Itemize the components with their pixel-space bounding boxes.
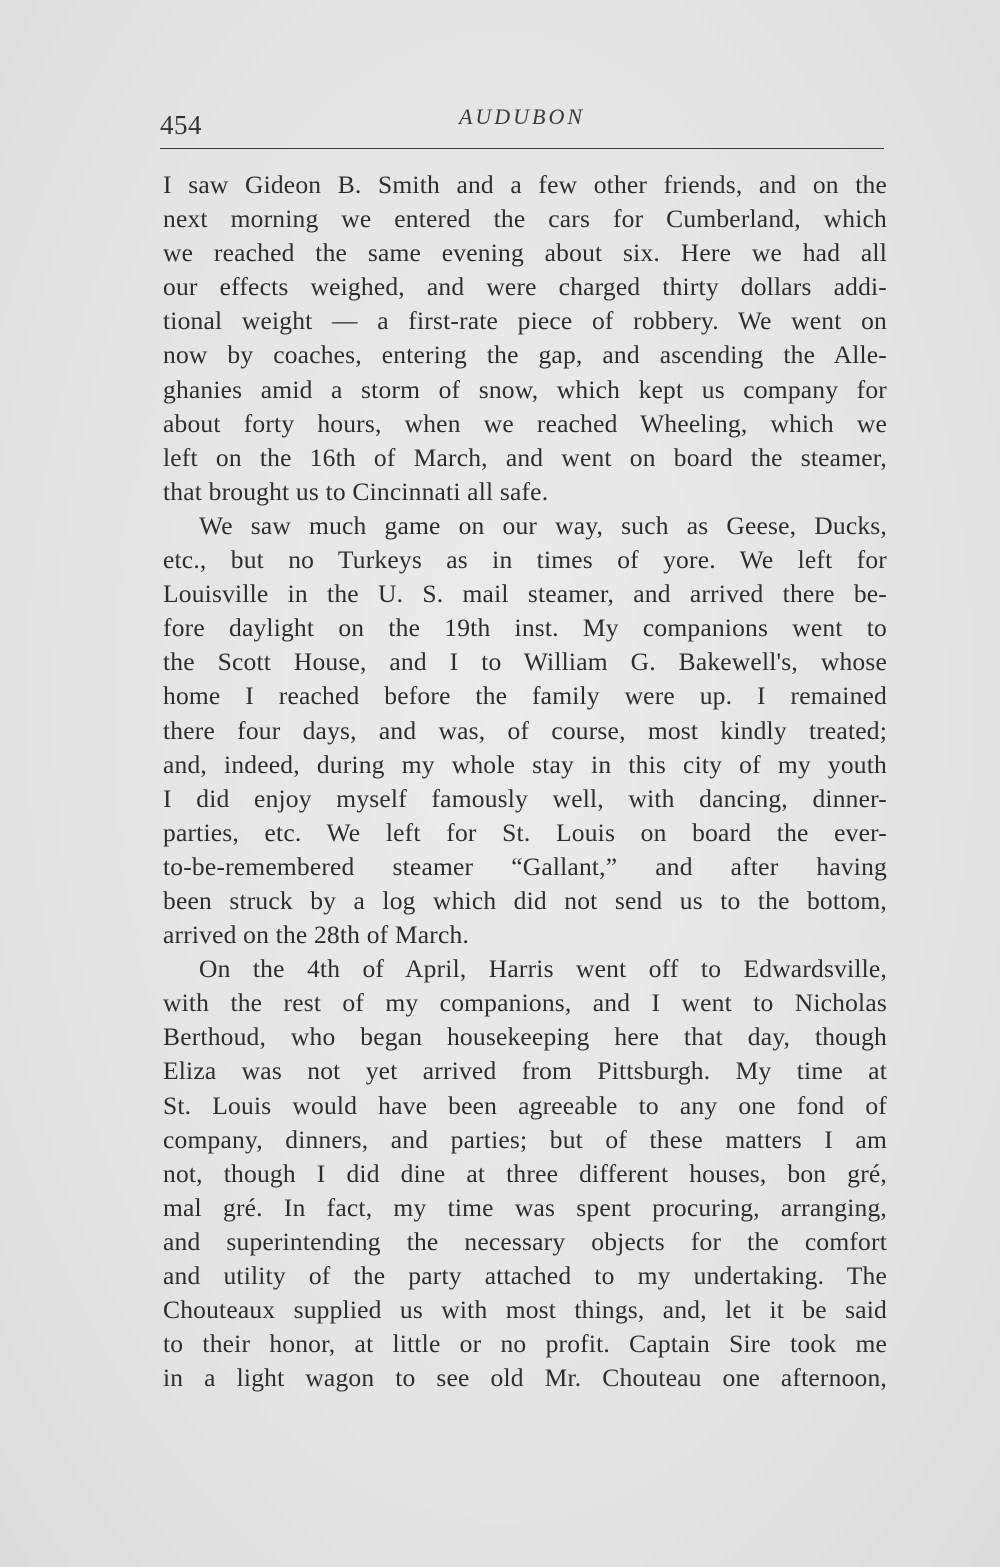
text-line: ghanies amid a storm of snow, which kept us company for: [163, 374, 887, 404]
text-line: tional weight — a first-rate piece of robbery. We went on: [163, 306, 887, 336]
text-line: mal gré. In fact, my time was spent procuring, arranging,: [163, 1192, 887, 1222]
page-number: 454: [160, 110, 202, 140]
text-line: the Scott House, and I to William G. Bakewell's, whose: [163, 647, 887, 677]
text-line: been struck by a log which did not send us to the bottom,: [163, 885, 887, 915]
text-line: parties, etc. We left for St. Louis on board the ever-: [163, 817, 887, 847]
text-line: to their honor, at little or no profit. Captain Sire took me: [163, 1329, 887, 1359]
text-line: Louisville in the U. S. mail steamer, and arrived there be-: [163, 579, 887, 609]
text-line: Chouteaux supplied us with most things, and, let it be said: [163, 1295, 887, 1325]
text-line: home I reached before the family were up. I remained: [163, 681, 887, 711]
text-line: I did enjoy myself famously well, with dancing, dinner-: [163, 783, 887, 813]
page-header: [160, 104, 884, 149]
text-line: fore daylight on the 19th inst. My companions went to: [163, 613, 887, 643]
running-title: AUDUBON: [458, 104, 586, 129]
text-line: and utility of the party attached to my undertaking. The: [163, 1261, 887, 1290]
text-line: etc., but no Turkeys as in times of yore. We left for: [163, 545, 887, 575]
text-line: to-be-remembered steamer “Gallant,” and after having: [163, 851, 887, 881]
text-line: that brought us to Cincinnati all safe.: [163, 476, 549, 506]
text-line: next morning we entered the cars for Cumberland, which: [163, 204, 887, 234]
text-line: and superintending the necessary objects for the comfort: [163, 1226, 887, 1256]
text-line: now by coaches, entering the gap, and ascending the Alle-: [163, 340, 887, 370]
text-line: left on the 16th of March, and went on board the steamer,: [163, 442, 887, 472]
text-line: On the 4th of April, Harris went off to Edwardsville,: [199, 954, 887, 984]
text-line: our effects weighed, and were charged thirty dollars addi-: [163, 272, 887, 302]
text-line: there four days, and was, of course, most kindly treated;: [163, 715, 887, 745]
text-line: St. Louis would have been agreeable to any one fond of: [163, 1090, 887, 1120]
text-line: not, though I did dine at three different houses, bon gré,: [163, 1158, 887, 1188]
text-line: I saw Gideon B. Smith and a few other friends, and on the: [163, 170, 887, 199]
text-line: with the rest of my companions, and I went to Nicholas: [163, 988, 887, 1018]
text-line: we reached the same evening about six. Here we had all: [163, 238, 887, 268]
text-line: Berthoud, who began housekeeping here that day, though: [163, 1022, 887, 1052]
text-line: company, dinners, and parties; but of these matters I am: [163, 1124, 887, 1154]
text-line: We saw much game on our way, such as Geese, Ducks,: [199, 510, 887, 540]
text-line: and, indeed, during my whole stay in this city of my youth: [163, 749, 887, 779]
text-line: arrived on the 28th of March.: [163, 920, 470, 950]
text-line: Eliza was not yet arrived from Pittsburgh. My time at: [163, 1056, 887, 1086]
text-line: about forty hours, when we reached Wheeling, which we: [163, 408, 887, 438]
text-line: in a light wagon to see old Mr. Chouteau one afternoon,: [163, 1363, 887, 1393]
body-text: [163, 168, 887, 1395]
